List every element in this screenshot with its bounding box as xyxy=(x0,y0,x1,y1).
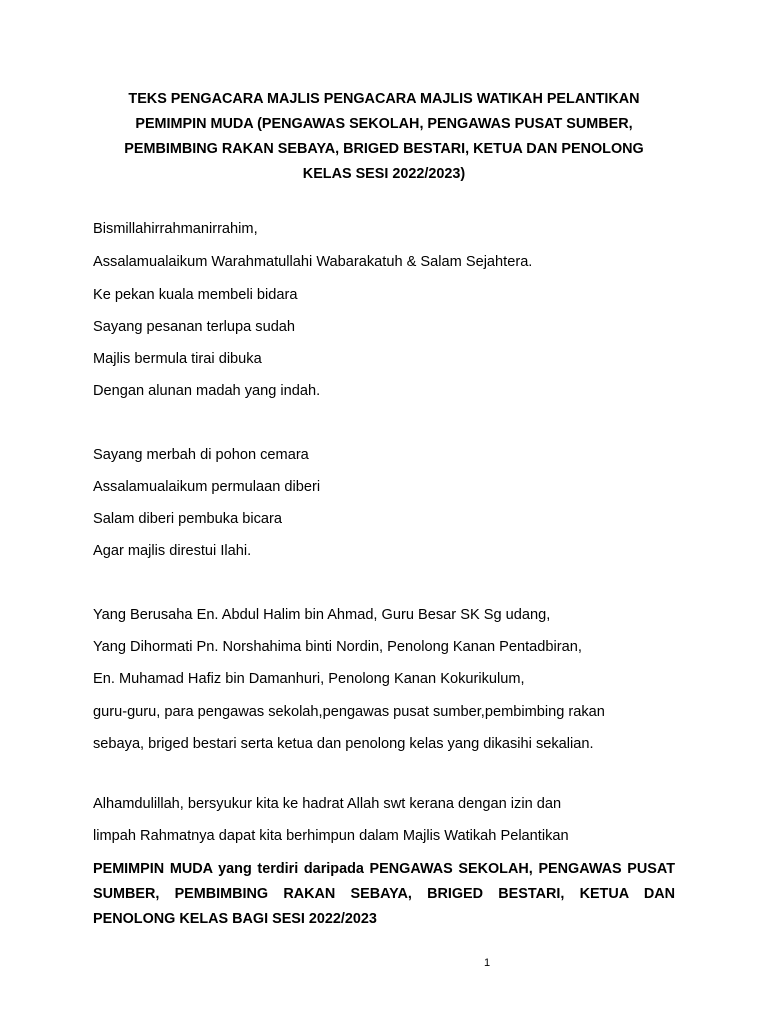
bold-paragraph: PEMIMPIN MUDA yang terdiri daripada PENGAWAS SEKOLAH, PENGAWAS PUSAT SUMBER, PEMBIMBING RAKAN SEBAYA, BRIGED BESTARI, KETUA DAN PENOLONG KELAS BAGI SESI 2022/2023 xyxy=(93,861,675,927)
pantun-line: Majlis bermula tirai dibuka xyxy=(93,351,262,367)
pantun-line: Assalamualaikum permulaan diberi xyxy=(93,479,321,495)
gratitude-line: limpah Rahmatnya dapat kita berhimpun dalam Majlis Watikah Pelantikan xyxy=(93,828,569,844)
salutation-line: Yang Berusaha En. Abdul Halim bin Ahmad, Guru Besar SK Sg udang, xyxy=(93,607,551,623)
pantun-line: Salam diberi pembuka bicara xyxy=(93,511,283,527)
salutation-line: En. Muhamad Hafiz bin Damanhuri, Penolong Kanan Kokurikulum, xyxy=(93,671,525,687)
document-title xyxy=(100,87,668,187)
title-line: KELAS SESI 2022/2023) xyxy=(302,166,466,182)
pantun-line: Agar majlis direstui Ilahi. xyxy=(93,543,252,559)
gratitude-line: Alhamdulillah, bersyukur kita ke hadrat Allah swt kerana dengan izin dan xyxy=(93,796,562,812)
pantun-line: Sayang pesanan terlupa sudah xyxy=(93,319,296,335)
pantun-line: Ke pekan kuala membeli bidara xyxy=(93,287,298,303)
salutation-line: guru-guru, para pengawas sekolah,pengawas pusat sumber,pembimbing rakan xyxy=(93,704,605,720)
pantun-line: Dengan alunan madah yang indah. xyxy=(93,383,321,399)
title-line: TEKS PENGACARA MAJLIS PENGACARA MAJLIS WATIKAH PELANTIKAN xyxy=(128,91,640,107)
page-number: 1 xyxy=(484,957,491,969)
salutation-line: sebaya, briged bestari serta ketua dan penolong kelas yang dikasihi sekalian. xyxy=(93,736,594,752)
title-line: PEMBIMBING RAKAN SEBAYA, BRIGED BESTARI, KETUA DAN PENOLONG xyxy=(124,141,644,157)
pantun-line: Sayang merbah di pohon cemara xyxy=(93,447,309,463)
salutation-line: Yang Dihormati Pn. Norshahima binti Nordin, Penolong Kanan Pentadbiran, xyxy=(93,639,582,655)
opening-line: Bismillahirrahmanirrahim, xyxy=(93,221,258,237)
title-line: PEMIMPIN MUDA (PENGAWAS SEKOLAH, PENGAWAS PUSAT SUMBER, xyxy=(135,116,633,132)
opening-line: Assalamualaikum Warahmatullahi Wabarakatuh & Salam Sejahtera. xyxy=(93,254,533,270)
